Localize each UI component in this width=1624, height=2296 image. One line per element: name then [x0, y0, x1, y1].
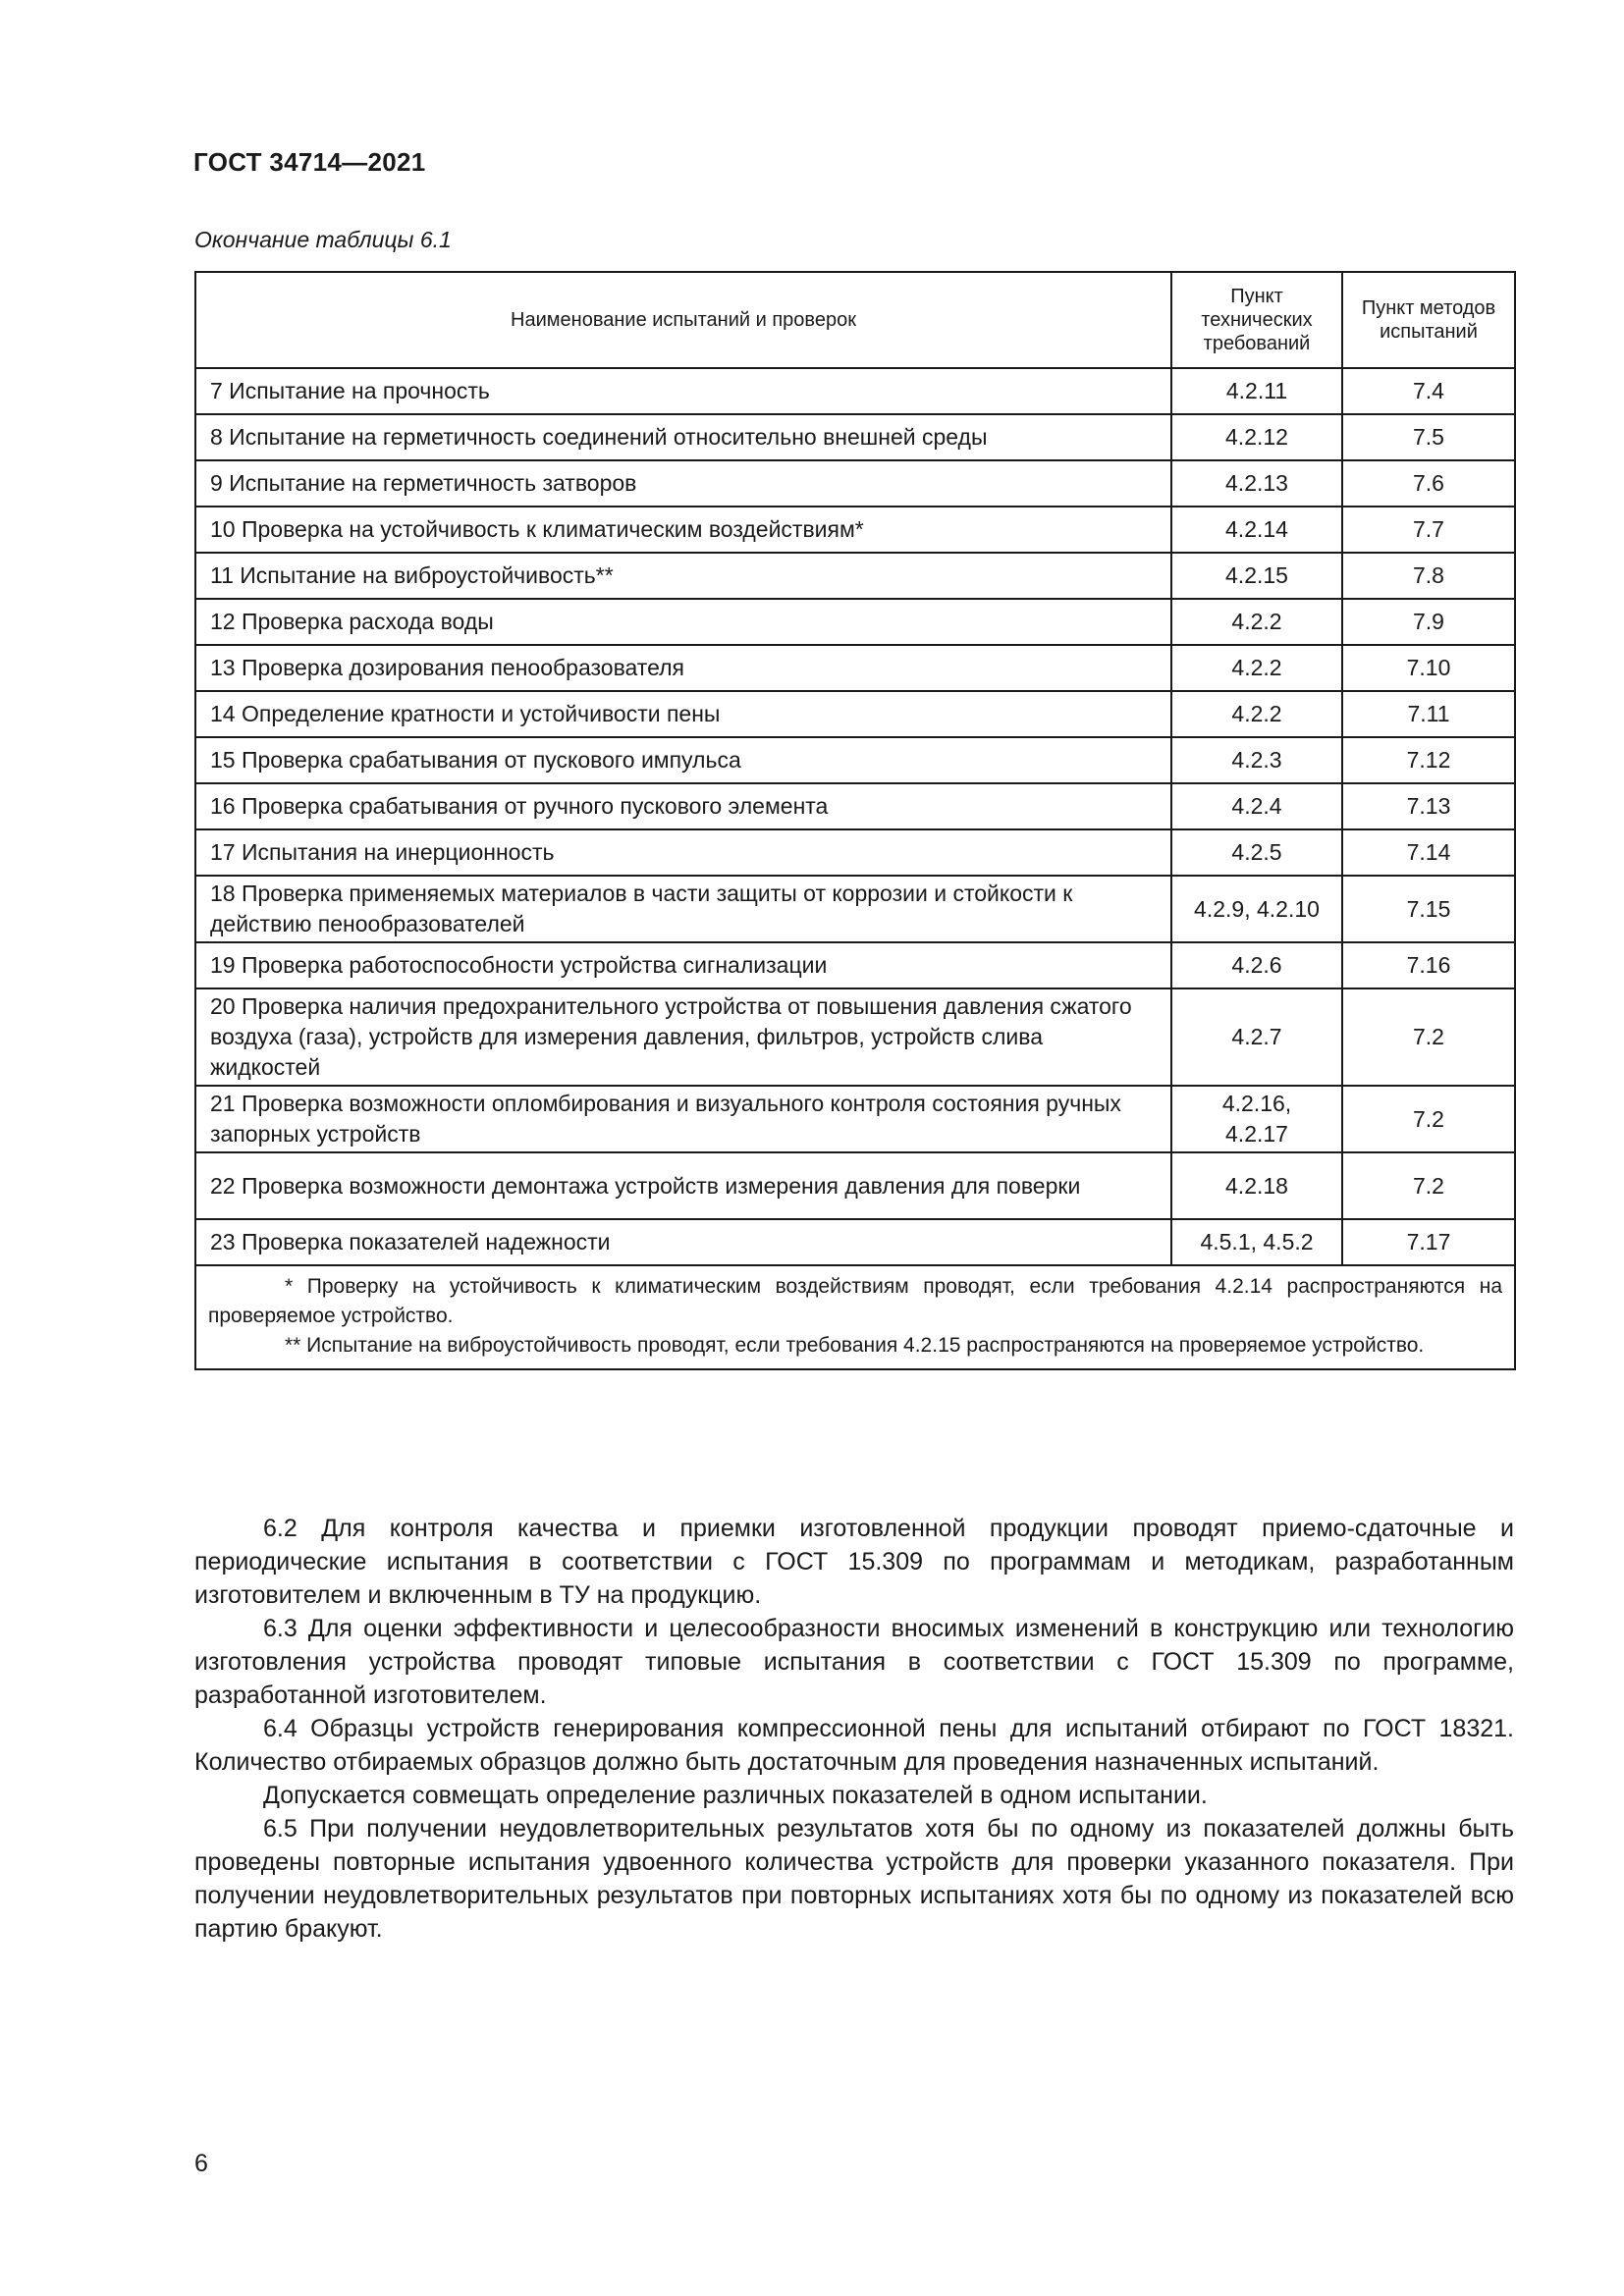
table-row: [195, 1152, 1515, 1219]
requirement-clause-cell: 4.2.14: [1171, 507, 1342, 553]
table-caption: Окончание таблицы 6.1: [194, 227, 452, 252]
table-row: [195, 645, 1515, 691]
page-number: 6: [194, 2150, 208, 2177]
requirement-clause-cell: 4.2.6: [1171, 942, 1342, 988]
table-note: ** Испытание на виброустойчивость проводят, если требования 4.2.15 распространяются на проверяемое устройство.: [285, 1334, 1425, 1357]
table-row: [195, 876, 1515, 942]
method-clause-cell: 7.7: [1342, 507, 1515, 553]
paragraph: 6.2 Для контроля качества и приемки изготовленной продукции проводят приемо-сдаточные и периодические испытания в соответствии с ГОСТ 15.309 по программам и методикам, разработанным изготовителем и включенным в ТУ на продукцию.: [194, 1515, 1514, 1609]
requirement-clause-cell: 4.2.3: [1171, 737, 1342, 783]
method-clause-cell: 7.4: [1342, 368, 1515, 414]
table-row: [195, 829, 1515, 876]
requirement-clause-cell: 4.2.5: [1171, 829, 1342, 876]
document-code: ГОСТ 34714—2021: [193, 147, 426, 177]
requirement-clause-cell: 4.2.15: [1171, 553, 1342, 599]
method-clause-cell: 7.11: [1342, 691, 1515, 737]
method-clause-cell: 7.14: [1342, 829, 1515, 876]
test-name-cell: 13 Проверка дозирования пенообразователя: [195, 645, 1171, 691]
column-header-name: Наименование испытаний и проверок: [195, 272, 1171, 368]
test-name-cell: 9 Испытание на герметичность затворов: [195, 460, 1171, 507]
requirement-clause-cell: 4.2.2: [1171, 645, 1342, 691]
test-name-cell: 8 Испытание на герметичность соединений относительно внешней среды: [195, 414, 1171, 460]
method-clause-cell: 7.9: [1342, 599, 1515, 645]
requirement-clause-cell: 4.2.7: [1171, 988, 1342, 1086]
test-name-cell: 21 Проверка возможности опломбирования и визуального контроля состояния ручных запорных устройств: [195, 1086, 1171, 1152]
test-name-cell: 14 Определение кратности и устойчивости пены: [195, 691, 1171, 737]
table-row: [195, 691, 1515, 737]
requirement-clause-cell: 4.2.11: [1171, 368, 1342, 414]
table-row: [195, 460, 1515, 507]
test-name-cell: 22 Проверка возможности демонтажа устройств измерения давления для поверки: [195, 1152, 1171, 1219]
table-row: [195, 783, 1515, 829]
paragraph: 6.5 При получении неудовлетворительных результатов хотя бы по одному из показателей должны быть проведены повторные испытания удвоенного количества устройств для проверки указанного показателя. При получении неудовлетворительных результатов при повторных испытаниях хотя бы по одному из показателей всю партию бракуют.: [194, 1815, 1514, 1943]
method-clause-cell: 7.17: [1342, 1219, 1515, 1265]
table-row: [195, 1086, 1515, 1152]
table-row: [195, 414, 1515, 460]
requirement-clause-cell: 4.2.16, 4.2.17: [1171, 1086, 1342, 1152]
method-clause-cell: 7.2: [1342, 988, 1515, 1086]
method-clause-cell: 7.2: [1342, 1086, 1515, 1152]
table-row: [195, 553, 1515, 599]
requirement-clause-cell: 4.2.4: [1171, 783, 1342, 829]
test-name-cell: 16 Проверка срабатывания от ручного пускового элемента: [195, 783, 1171, 829]
table-row: [195, 737, 1515, 783]
test-name-cell: 19 Проверка работоспособности устройства сигнализации: [195, 942, 1171, 988]
requirement-clause-cell: 4.5.1, 4.5.2: [1171, 1219, 1342, 1265]
table-row: [195, 988, 1515, 1086]
test-name-cell: 11 Испытание на виброустойчивость**: [195, 553, 1171, 599]
requirement-clause-cell: 4.2.2: [1171, 599, 1342, 645]
column-header-methods: Пункт методов испытаний: [1342, 272, 1515, 368]
requirement-clause-cell: 4.2.2: [1171, 691, 1342, 737]
test-name-cell: 23 Проверка показателей надежности: [195, 1219, 1171, 1265]
method-clause-cell: 7.6: [1342, 460, 1515, 507]
paragraph: 6.4 Образцы устройств генерирования компрессионной пены для испытаний отбирают по ГОСТ 18321. Количество отбираемых образцов должно быть достаточным для проведения назначенных испытаний.: [194, 1715, 1514, 1776]
paragraph: 6.3 Для оценки эффективности и целесообразности вносимых изменений в конструкцию или технологию изготовления устройства проводят типовые испытания в соответствии с ГОСТ 15.309 по программе, разработанной изготовителем.: [194, 1615, 1514, 1709]
test-name-cell: 17 Испытания на инерционность: [195, 829, 1171, 876]
table-row: [195, 942, 1515, 988]
method-clause-cell: 7.5: [1342, 414, 1515, 460]
requirement-clause-cell: 4.2.9, 4.2.10: [1171, 876, 1342, 942]
method-clause-cell: 7.13: [1342, 783, 1515, 829]
table-header-row: [195, 272, 1515, 368]
method-clause-cell: 7.12: [1342, 737, 1515, 783]
method-clause-cell: 7.16: [1342, 942, 1515, 988]
table-note: * Проверку на устойчивость к климатическим воздействиям проводят, если требования 4.2.14 распространяются на проверяемое устройство.: [208, 1275, 1502, 1327]
test-name-cell: 12 Проверка расхода воды: [195, 599, 1171, 645]
column-header-requirements: Пункт технических требований: [1171, 272, 1342, 368]
paragraph: Допускается совмещать определение различных показателей в одном испытании.: [263, 1782, 1208, 1809]
test-name-cell: 15 Проверка срабатывания от пускового импульса: [195, 737, 1171, 783]
table-row: [195, 507, 1515, 553]
method-clause-cell: 7.15: [1342, 876, 1515, 942]
table-notes-row: [195, 1265, 1515, 1369]
table-notes: [195, 1265, 1515, 1369]
requirement-clause-cell: 4.2.18: [1171, 1152, 1342, 1219]
requirement-clause-cell: 4.2.12: [1171, 414, 1342, 460]
method-clause-cell: 7.2: [1342, 1152, 1515, 1219]
test-name-cell: 18 Проверка применяемых материалов в части защиты от коррозии и стойкости к действию пенообразователей: [195, 876, 1171, 942]
method-clause-cell: 7.8: [1342, 553, 1515, 599]
requirement-clause-cell: 4.2.13: [1171, 460, 1342, 507]
test-name-cell: 7 Испытание на прочность: [195, 368, 1171, 414]
table-row: [195, 368, 1515, 414]
method-clause-cell: 7.10: [1342, 645, 1515, 691]
test-name-cell: 20 Проверка наличия предохранительного устройства от повышения давления сжатого воздуха (газа), устройств для измерения давления, фильтров, устройств слива жидкостей: [195, 988, 1171, 1086]
table-row: [195, 1219, 1515, 1265]
body-text: [194, 1512, 1514, 1946]
test-name-cell: 10 Проверка на устойчивость к климатическим воздействиям*: [195, 507, 1171, 553]
tests-table: [194, 271, 1516, 1370]
table-row: [195, 599, 1515, 645]
